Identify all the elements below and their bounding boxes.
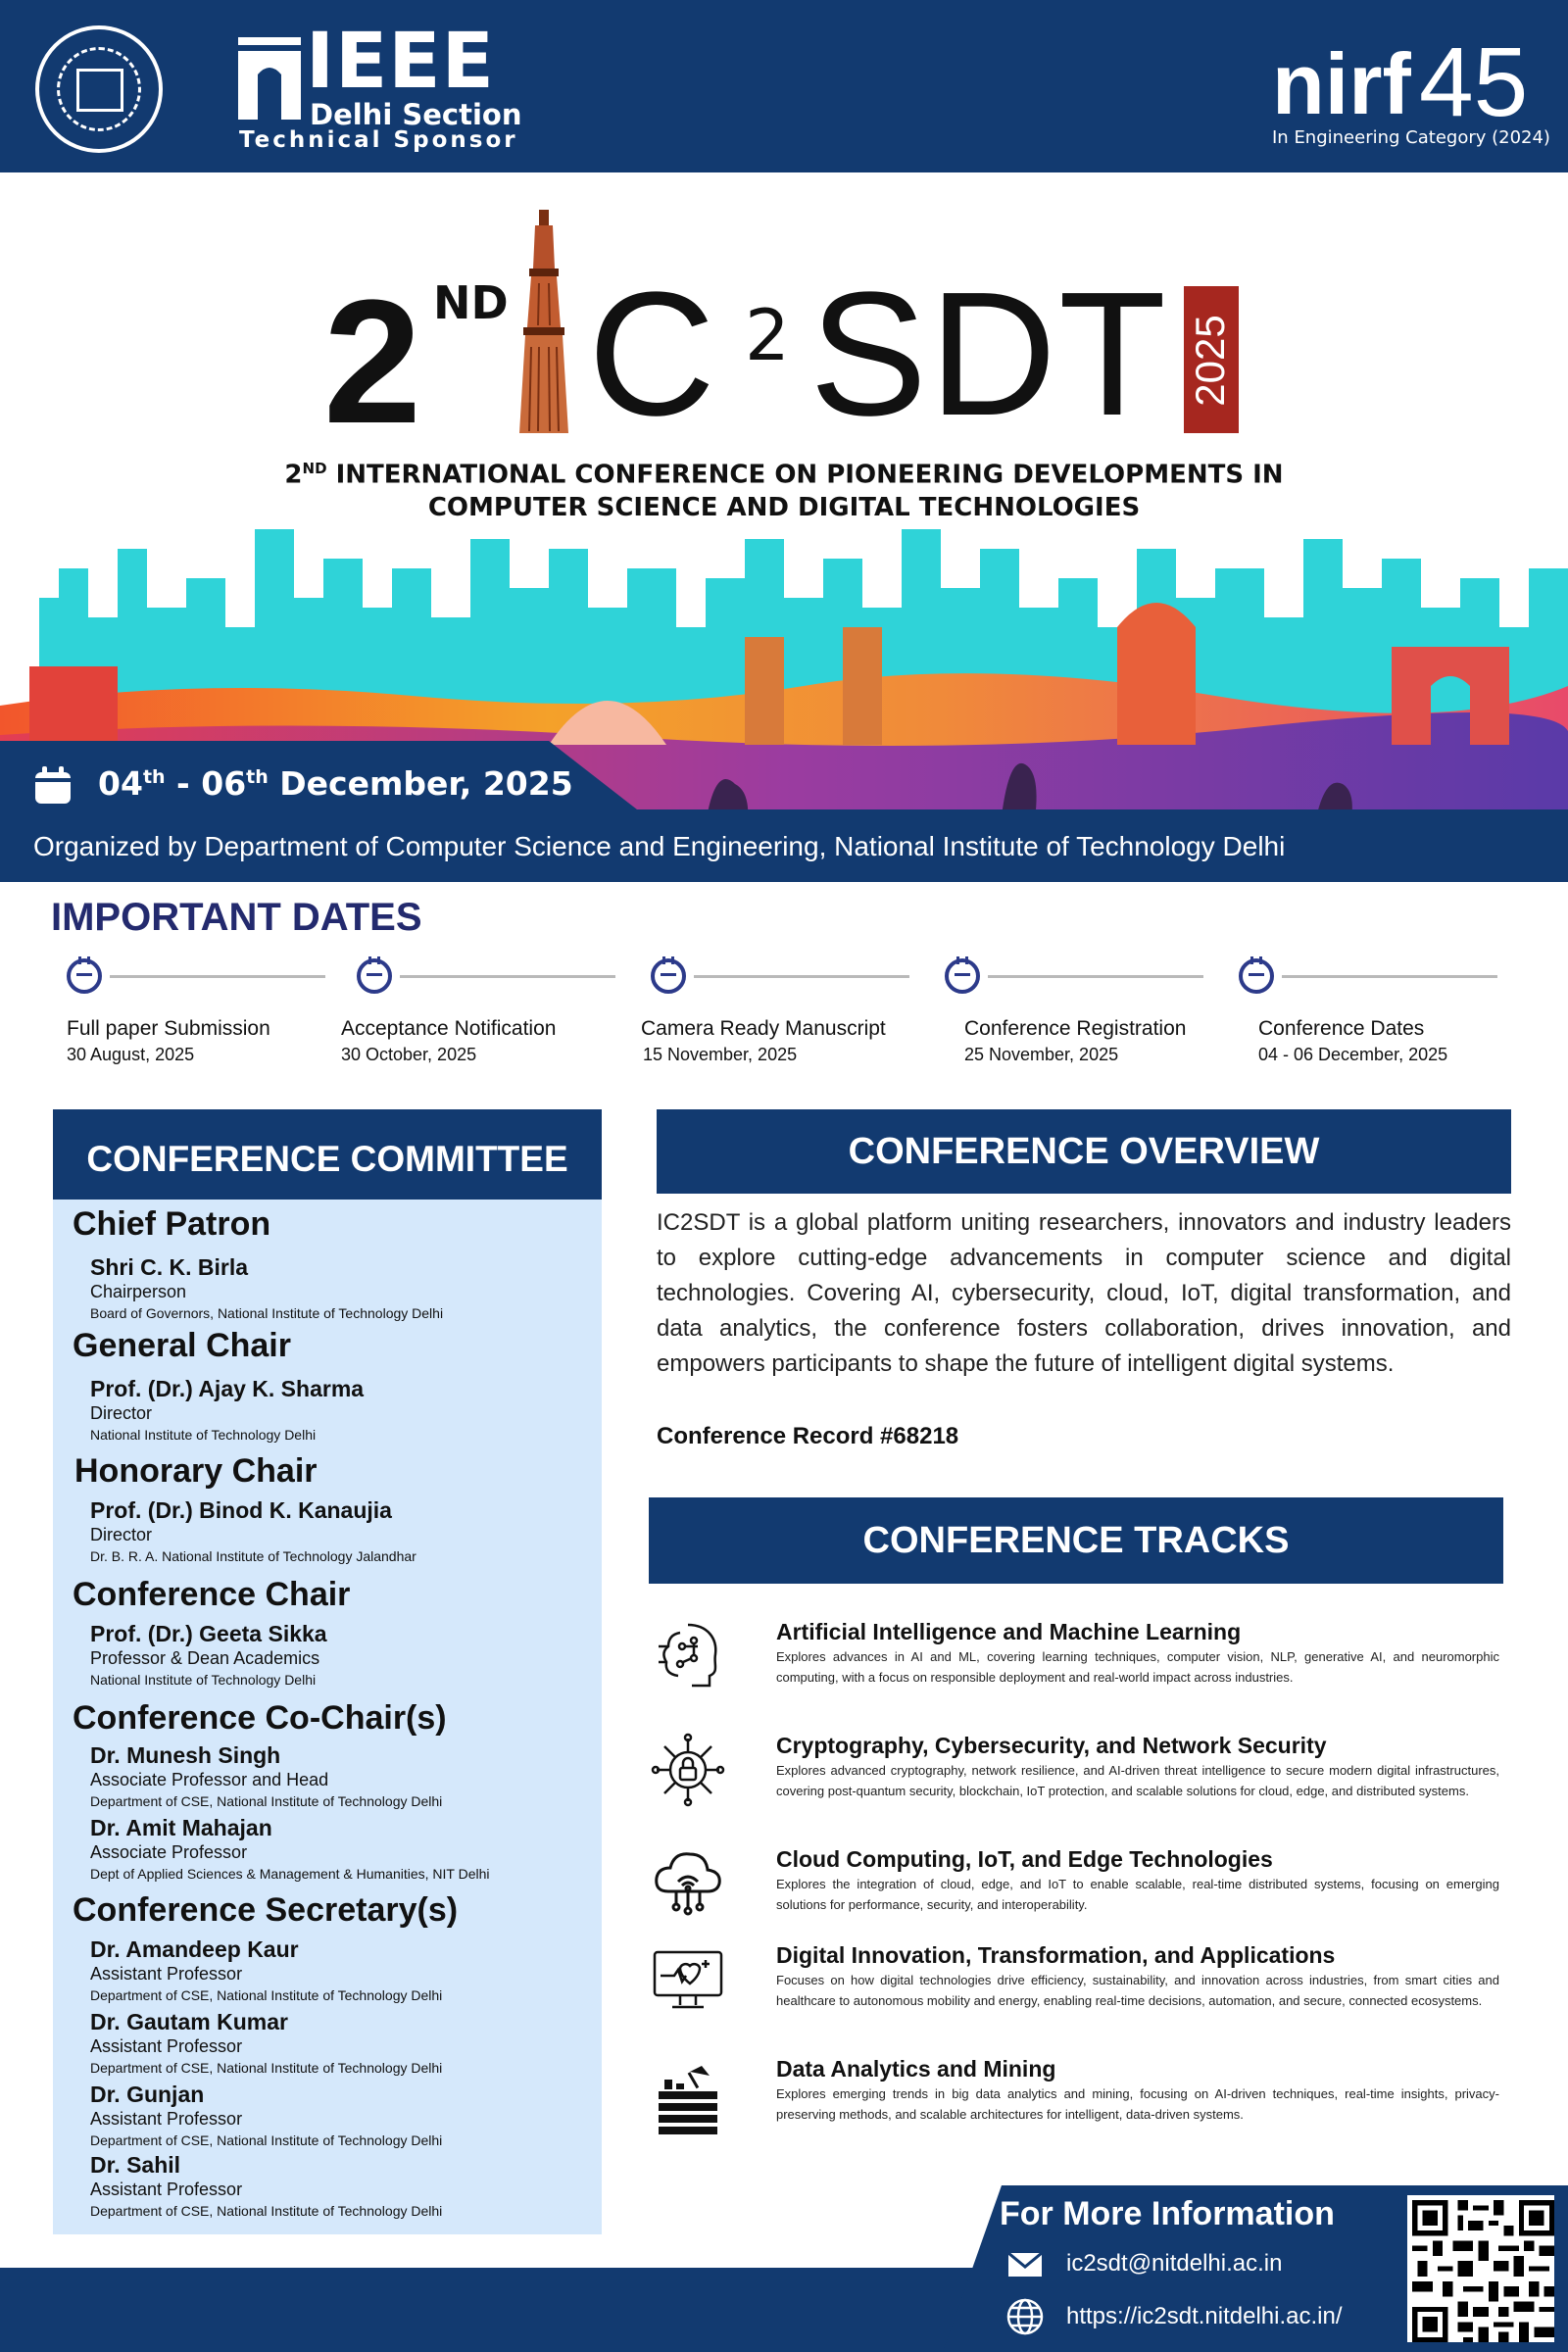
mail-icon xyxy=(1007,2252,1043,2278)
india-gate-icon xyxy=(238,31,301,120)
cloud-network-icon xyxy=(651,1842,725,1917)
role-conference-secretaries: Conference Secretary(s) xyxy=(73,1891,459,1929)
role-honorary-chair: Honorary Chair xyxy=(74,1452,318,1490)
member-organization: National Institute of Technology Delhi xyxy=(90,1672,317,1688)
role-chief-patron: Chief Patron xyxy=(73,1205,271,1243)
data-mining-icon xyxy=(651,2062,725,2136)
member-organization: Department of CSE, National Institute of Technology Delhi xyxy=(90,1793,443,1809)
nirf-wordmark: nirf xyxy=(1272,35,1411,132)
committee-title: CONFERENCE COMMITTEE xyxy=(53,1109,602,1200)
calendar-icon xyxy=(1239,958,1274,994)
member-position: Director xyxy=(90,1403,153,1423)
nirf-category: In Engineering Category (2024) xyxy=(1272,127,1550,148)
contact-email[interactable]: ic2sdt@nitdelhi.ac.in xyxy=(1066,2250,1283,2277)
member-position: Assistant Professor xyxy=(90,2180,243,2199)
member-position: Associate Professor xyxy=(90,1842,248,1862)
title-acronym-superscript: 2 xyxy=(745,294,790,376)
track-title: Cryptography, Cybersecurity, and Network Security xyxy=(776,1733,1327,1758)
member-organization: Department of CSE, National Institute of Technology Delhi xyxy=(90,2060,443,2076)
important-dates-title: IMPORTANT DATES xyxy=(51,896,422,939)
member-organization: Dept of Applied Sciences & Management & Humanities, NIT Delhi xyxy=(90,1866,490,1882)
member-name: Prof. (Dr.) Binod K. Kanaujia xyxy=(90,1497,392,1523)
title-acronym-left: C xyxy=(588,256,717,453)
member-name: Dr. Sahil xyxy=(90,2152,181,2178)
track-title: Artificial Intelligence and Machine Learning xyxy=(776,1619,1242,1644)
calendar-icon xyxy=(945,958,980,994)
ieee-section-label: Delhi Section xyxy=(310,98,522,131)
calendar-icon xyxy=(33,766,73,806)
member-position: Professor & Dean Academics xyxy=(90,1648,320,1668)
title-acronym-right: SDT xyxy=(809,256,1168,453)
title-ordinal-suffix: ND xyxy=(433,276,509,329)
member-organization: Dr. B. R. A. National Institute of Technology Jalandhar xyxy=(90,1548,416,1564)
calendar-icon xyxy=(357,958,392,994)
member-position: Associate Professor and Head xyxy=(90,1770,329,1789)
member-name: Prof. (Dr.) Geeta Sikka xyxy=(90,1621,327,1646)
title-year: 2025 xyxy=(1187,315,1233,407)
member-position: Assistant Professor xyxy=(90,2109,243,2129)
track-description: Focuses on how digital technologies drive efficiency, sustainability, and innovation across industries, from smart cities and healthcare to autonomous mobility and energy, enabling real-time decisions, automation, and secure, connected ecosystems. xyxy=(776,1973,1499,2008)
role-general-chair: General Chair xyxy=(73,1327,291,1364)
role-conference-chair: Conference Chair xyxy=(73,1576,351,1613)
member-organization: Department of CSE, National Institute of Technology Delhi xyxy=(90,2203,443,2219)
conference-website-link[interactable]: https://ic2sdt.nitdelhi.ac.in/ xyxy=(1066,2303,1343,2329)
more-info-heading: For More Information xyxy=(1000,2195,1335,2232)
member-position: Chairperson xyxy=(90,1282,187,1301)
calendar-icon xyxy=(67,958,102,994)
member-name: Dr. Amandeep Kaur xyxy=(90,1936,299,1962)
security-lock-icon xyxy=(651,1733,725,1807)
member-name: Dr. Gunjan xyxy=(90,2082,205,2107)
qr-code[interactable] xyxy=(1407,2195,1554,2342)
member-position: Assistant Professor xyxy=(90,2036,243,2056)
tracks-title: CONFERENCE TRACKS xyxy=(649,1497,1503,1584)
conference-subtitle: 2ND INTERNATIONAL CONFERENCE ON PIONEERING DEVELOPMENTS IN COMPUTER SCIENCE AND DIGITAL TECHNOLOGIES xyxy=(284,460,1284,522)
member-position: Director xyxy=(90,1525,153,1544)
role-conference-co-chairs: Conference Co-Chair(s) xyxy=(73,1699,447,1737)
ai-brain-icon xyxy=(651,1617,725,1691)
overview-text: IC2SDT is a global platform uniting researchers, innovators and industry leaders to explore cutting-edge advancements in computer science and digital technologies. Covering AI, cybersecurity, cloud, IoT, digital transformation, and data analytics, the conference fosters collaboration, drives innovation, and empowers participants to shape the future of intelligent digital systems. xyxy=(657,1209,1511,1377)
track-title: Cloud Computing, IoT, and Edge Technologies xyxy=(776,1846,1273,1872)
track-description: Explores advances in AI and ML, covering learning techniques, computer vision, NLP, generative AI, and neuromorphic computing, with a focus on responsible deployment and real-world impact across industries. xyxy=(776,1649,1499,1685)
title-ordinal: 2 xyxy=(323,264,422,461)
globe-icon xyxy=(1005,2297,1045,2336)
nit-delhi-logo xyxy=(35,25,163,153)
member-name: Dr. Munesh Singh xyxy=(90,1742,281,1768)
track-description: Explores the integration of cloud, edge, and IoT to enable scalable, real-time distributed systems, focusing on emerging solutions for performance, security, and interoperability. xyxy=(776,1877,1499,1912)
event-dates: 04th - 06th December, 2025 xyxy=(98,764,573,803)
member-name: Dr. Gautam Kumar xyxy=(90,2009,288,2034)
qutub-minar-icon xyxy=(512,210,576,433)
nirf-rank: 45 xyxy=(1419,27,1529,137)
title-year-badge xyxy=(1184,286,1239,433)
member-name: Dr. Amit Mahajan xyxy=(90,1815,272,1840)
ieee-sponsor-label: Technical Sponsor xyxy=(239,127,518,153)
member-organization: Department of CSE, National Institute of Technology Delhi xyxy=(90,2132,443,2148)
member-position: Assistant Professor xyxy=(90,1964,243,1984)
member-organization: National Institute of Technology Delhi xyxy=(90,1427,317,1443)
calendar-icon xyxy=(651,958,686,994)
organized-by: Organized by Department of Computer Science and Engineering, National Institute of Technology Delhi xyxy=(33,831,1286,861)
track-description: Explores advanced cryptography, network resilience, and AI-driven threat intelligence to secure modern digital infrastructures, covering post-quantum security, blockchain, IoT protection, and scalable solutions for cloud, edge, and distributed systems. xyxy=(776,1763,1499,1798)
conference-record: Conference Record #68218 xyxy=(657,1423,959,1449)
ieee-wordmark: IEEE xyxy=(306,18,495,106)
member-name: Prof. (Dr.) Ajay K. Sharma xyxy=(90,1376,365,1401)
track-title: Digital Innovation, Transformation, and Applications xyxy=(776,1942,1336,1968)
member-organization: Board of Governors, National Institute of Technology Delhi xyxy=(90,1305,444,1321)
member-organization: Department of CSE, National Institute of Technology Delhi xyxy=(90,1987,443,2003)
monitor-health-icon xyxy=(651,1942,725,2017)
track-description: Explores emerging trends in big data analytics and mining, focusing on AI-driven techniques, real-time insights, privacy-preserving methods, and scalable architectures for intelligent, data-driven systems. xyxy=(776,2086,1499,2122)
track-title: Data Analytics and Mining xyxy=(776,2056,1056,2082)
member-name: Shri C. K. Birla xyxy=(90,1254,249,1280)
overview-title: CONFERENCE OVERVIEW xyxy=(657,1109,1511,1194)
